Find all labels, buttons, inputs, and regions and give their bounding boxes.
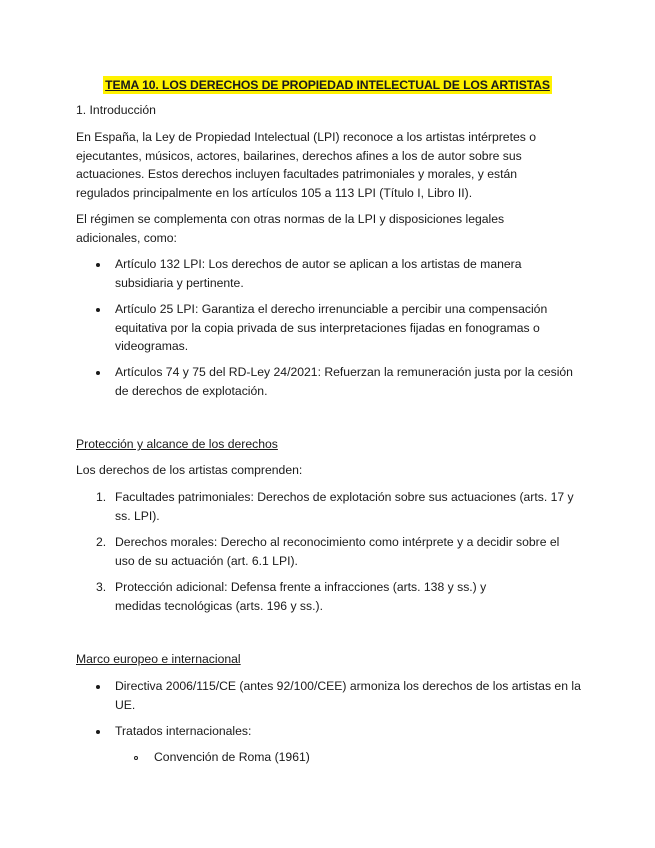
list-item: Artículos 74 y 75 del RD-Ley 24/2021: Refuerzan la remuneración justa por la cesión de derechos de explotación. (115, 365, 573, 398)
bullet-icon (96, 685, 100, 689)
list-item: Artículo 25 LPI: Garantiza el derecho irrenunciable a percibir una compensación equitativa por la copia privada de sus interpretaciones fijadas en fonogramas o videogramas. (115, 302, 548, 353)
european-heading: Marco europeo e internacional (76, 652, 241, 666)
protection-intro: Los derechos de los artistas comprenden: (76, 463, 303, 477)
list-item: Directiva 2006/115/CE (antes 92/100/CEE) armoniza los derechos de los artistas en la UE. (115, 679, 581, 712)
bullet-icon (96, 263, 100, 267)
bullet-icon (96, 308, 100, 312)
title-container (0, 76, 655, 94)
bullet-icon (96, 730, 100, 734)
intro-paragraph: En España, la Ley de Propiedad Intelectual (LPI) reconoce a los artistas intérpretes o ejecutantes, músicos, actores, bailarines, derechos afines a los de autor sobre sus actuaciones. Estos derechos incluyen facultades patrimoniales y morales, y están regulados principalmente en los artículos 105 a 113 LPI (Título I, Libro II). (76, 130, 537, 200)
regime-paragraph: El régimen se complementa con otras normas de la LPI y disposiciones legales adicionales, como: (76, 212, 505, 245)
list-item: Derechos morales: Derecho al reconocimiento como intérprete y a decidir sobre el uso de su actuación (art. 6.1 LPI). (115, 535, 560, 568)
list-item: Artículo 132 LPI: Los derechos de autor se aplican a los artistas de manera subsidiaria y pertinente. (115, 257, 522, 290)
protection-heading: Protección y alcance de los derechos (76, 437, 278, 451)
list-number: 2. (96, 535, 107, 549)
intro-heading: 1. Introducción (76, 103, 156, 117)
list-item: Tratados internacionales: (115, 724, 252, 738)
bullet-icon (96, 371, 100, 375)
list-item: Facultades patrimoniales: Derechos de explotación sobre sus actuaciones (arts. 17 y ss. LPI). (115, 490, 574, 523)
list-number: 3. (96, 580, 107, 594)
sub-bullet-icon (134, 756, 138, 760)
list-item: Protección adicional: Defensa frente a infracciones (arts. 138 y ss.) y medidas tecnológicas (arts. 196 y ss.). (115, 580, 487, 613)
list-number: 1. (96, 490, 107, 504)
document-title: TEMA 10. LOS DERECHOS DE PROPIEDAD INTELECTUAL DE LOS ARTISTAS (105, 78, 550, 92)
sub-list-item: Convención de Roma (1961) (154, 750, 310, 764)
